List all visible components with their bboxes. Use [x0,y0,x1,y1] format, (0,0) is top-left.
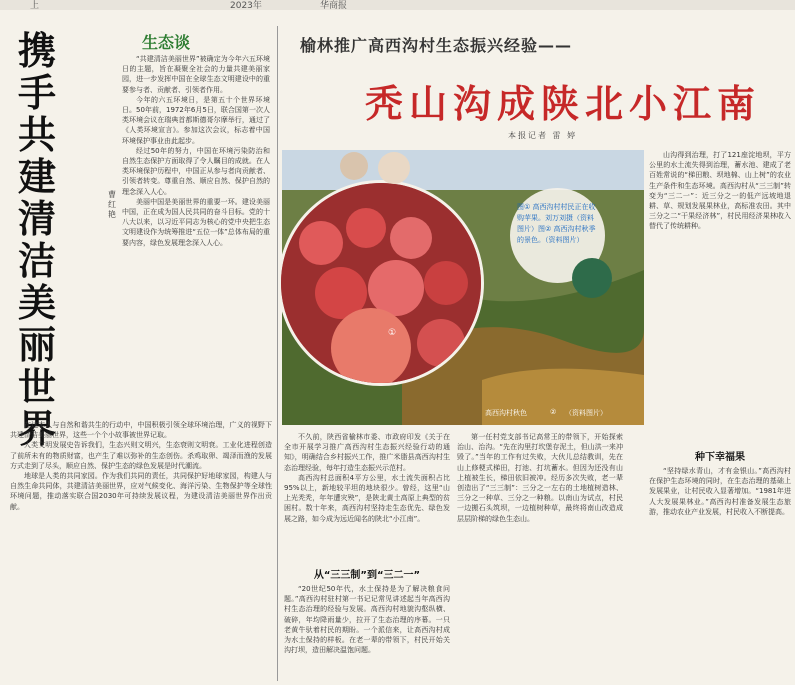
article-lead-block [284,432,450,562]
article-reporter: 本报记者 雷 婷 [508,131,578,140]
masthead-left: 上 [30,1,40,11]
masthead-strip [0,0,795,10]
column-tag: 生态谈 [142,33,191,52]
column-body-top [122,54,270,414]
article-subhead: 种下幸福果 [695,452,745,463]
article-paragraph: “坚持绿水青山，才有金银山。”高西沟村在保护生态环境的同时，在生态治理的基础上发展果业，让村民收入显著增加。“1981年进人大发展果林业。”高西沟村准备发展生态旅游，推动农业产业发展，村民收入不断提高。 [649,467,791,516]
photo-label-2: ② [550,408,557,416]
article-paragraph: “20世纪50年代，水土保持是为了解决粮食问题。”高西沟村驻村第一书记记常见讲述起当年高西沟村生态治理的经验与发展。高西沟村地貌沟壑纵横、破碎，年均降雨量少，拉开了生态治理的序幕。一只老黄牛驮着村民的期盼。一个派信来，让高西沟村成为水土保持的样板。在老一辈的带领下，村民开始关沟打坝，造田解决温饱问题。 [284,585,450,655]
masthead-page: 华商报 [320,1,348,11]
article-paragraph: 山沟得到治理，打了121座淀地坝，平方公里的水土流失得到治理，蓄水池、建成了老百姓常说的“梯田粮、坝地棉、山上树”的农业生产条件和生态环境。高西沟村从“三三制”转变为“三二一”：近三分之一的低产远坡地退耕、草、规划发展果林业，高标准农田。其中三分之二“干果经济林”，村民用经济果林收入替代了传统耕种。 [649,151,791,231]
photo-label-1: ① [388,328,397,338]
photo-caption: 图① 高西沟村村民正在收购苹果。刘万刘摄（资料图片）图② 高西沟村秋季的景色。（资料图片） [517,203,596,244]
caption-dot [572,258,612,298]
article-kicker: 榆林推广高西沟村生态振兴经验—— [300,36,573,55]
article-body-col4 [649,466,791,682]
column-body-bottom [10,420,272,678]
column-paragraph: “共建清洁美丽世界”被确定为今年六五环境日的主题，旨在凝聚全社会的力量共建美丽家园，进一步发挥中国在全球生态文明建设中的重要参与者、贡献者、引领者作用。 [122,55,270,94]
article-body-col1 [284,584,450,682]
column-paragraph: 美丽中国是美丽世界的重要一环。建设美丽中国，正在成为国人民共同的奋斗目标。党的十八大以来，以习近平同志为核心的党中央把生态文明建设作为统筹推进“五位一体”总体布局的重要内容，绿色发展理念深入人心。 [122,197,270,247]
photo-location: 高西沟村秋色 [485,409,527,417]
person-head [340,152,368,180]
article-body-col3 [649,150,791,440]
masthead-date: 2023年 [230,1,262,11]
person-head [378,152,410,184]
column-paragraph: 今年的六五环境日，是第五十个世界环境日。50年前，1972年6月5日，联合国第一次人类环境会议在瑞典首都斯德哥尔摩举行，通过了《人类环境宣言》。参加这次会议，标志着中国环境保护事业由此起步。 [122,95,270,145]
article-paragraph: 高西沟村总面积4平方公里，水土流失面积占比95%以上，新地较平坦的地块很少。曾经，这里“山上光秃秃，年年遭灾殃”，是陕北黄土高原上典型的贫困村。数十年来，高西沟村坚持走生态优先、绿色发展之路，如今成为远近闻名的陕北“小江南”。 [284,473,450,523]
article-body-col2 [457,432,623,682]
column-paragraph: 地球是人类的共同家园。作为我们共同的责任，共同保护好地球家园，构建人与自然生命共同体，共建清洁美丽世界，应对气候变化、海洋污染、生物保护等全球性环境问题，推动落实联合国2030年可持续发展议程，为建设清洁美丽世界作出贡献。 [10,472,272,511]
article-headline: 秃山沟成陕北小江南 [365,82,762,126]
article-paragraph: 第一任村党支部书记高常王的带领下，开始探索治山、治沟。“先在沟里打坎堡存泥土，但山洪一来冲毁了。”当年的工作有过失败，大伙儿总结教训，先在山上修梗式梯田，打池、打坑蓄水。但因为还没有山上植被生长，梯田依旧被冲。经历多次失败，老一辈创造出了“三三制”：三分之一左右的土地植树造林、三分之一种草、三分之一种粮。以南山为试点，村民一边搬石头筑坝，一边植树种草，最终将南山改造成层层阶梯的绿色生态山。 [457,433,623,523]
apple-photo [281,183,481,383]
column-paragraph: 经过50年的努力，中国在环境污染防治和自然生态保护方面取得了令人瞩目的成就。在人类环境保护历程中，中国正从参与者向贡献者、引领者转变。尊重自然、顺应自然、保护自然的理念深入人心。 [122,146,270,196]
column-title: 携手共建清洁美丽世界 [18,29,59,451]
photo-credit: （资料图片） [565,409,607,417]
article-lead: 不久前，陕西省榆林市委、市政府印发《关于在全市开展学习推广高西沟村生态振兴经验行动的通知》，明确结合乡村振兴工作，推广米脂县高西沟村生态治理经验，每年打造生态振兴示范村。 [284,433,450,472]
column-paragraph: 人类文明发展史告诉我们，生态兴则文明兴，生态衰则文明衰。工业化进程创造了前所未有的物质财富，也产生了难以弥补的生态创伤。杀鸡取卵、竭泽而渔的发展方式走到了尽头，顺应自然、保护生态的绿色发展是时代潮流。 [10,441,272,470]
column-paragraph: 在这本人与自然和谐共生的行动中，中国积极引领全球环境治理，广义的视野下共建清洁美丽世界，这些一个个小故事被世界记取。 [10,421,272,440]
column-author: 曹红艳 [108,190,116,219]
article-subhead: 从“三三制”到“三二一” [313,570,421,581]
apple-photo-circle [278,180,484,386]
column-divider [277,26,278,681]
